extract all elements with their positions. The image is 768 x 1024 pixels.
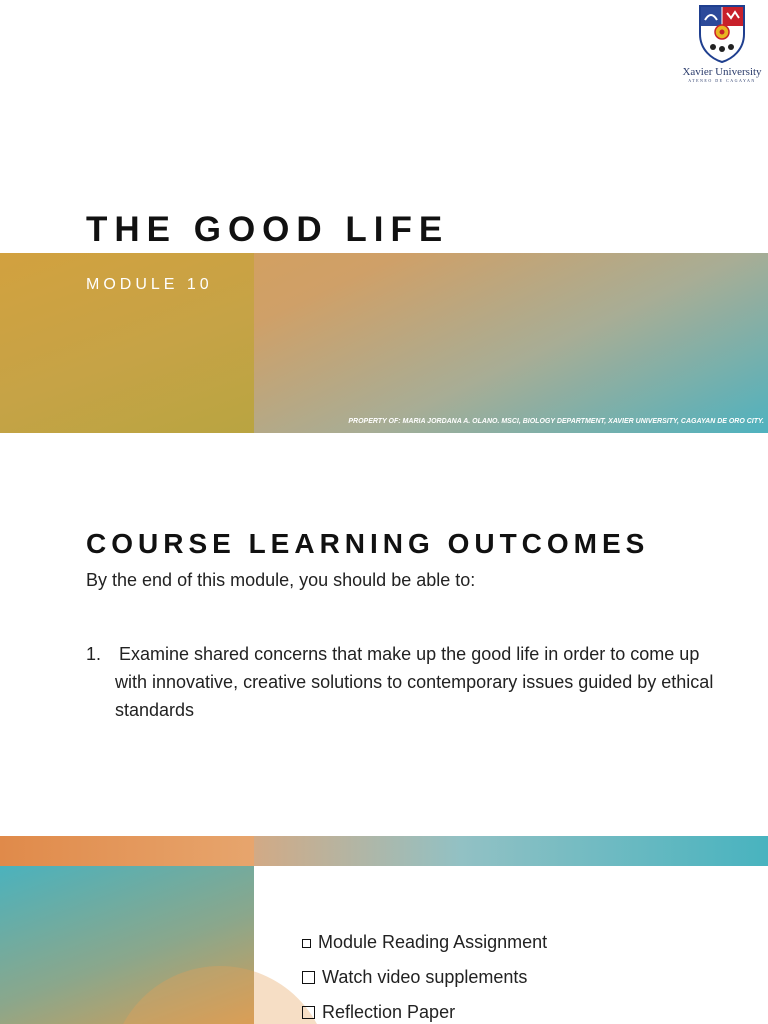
checkbox-icon — [302, 939, 311, 948]
title-slide — [0, 0, 768, 433]
tasks-left-panel — [0, 866, 254, 1024]
decorative-arc — [110, 966, 330, 1024]
outcomes-heading: COURSE LEARNING OUTCOMES — [86, 528, 650, 559]
xavier-university-logo — [680, 4, 764, 83]
logo-subtitle: ATENEO DE CAGAYAN — [688, 78, 756, 83]
checkbox-icon — [302, 1006, 315, 1019]
task-label: Reflection Paper — [322, 1002, 456, 1022]
checkbox-icon — [302, 971, 315, 984]
tasks-top-band-left — [0, 836, 254, 866]
tasks-top-band — [0, 836, 768, 866]
task-label: Watch video supplements — [322, 967, 528, 987]
outcome-item — [86, 640, 736, 724]
outcome-number: 1. — [86, 644, 102, 664]
tasks-slide — [0, 836, 768, 1024]
page-title: THE GOOD LIFE — [86, 210, 450, 249]
shield-icon — [698, 4, 746, 64]
logo-name: Xavier University — [682, 66, 762, 78]
module-subtitle: MODULE 10 — [86, 276, 213, 293]
task-label: Module Reading Assignment — [318, 932, 548, 952]
outcomes-slide — [0, 433, 768, 836]
outcome-text: Examine shared concerns that make up the good life in order to come up with innovative, creative solutions to contemporary issues guided by ethical standards — [115, 644, 714, 720]
title-color-band — [0, 253, 768, 433]
property-note: PROPERTY OF: MARIA JORDANA A. OLANO. MSCI, BIOLOGY DEPARTMENT, XAVIER UNIVERSITY, CAGAYAN DE ORO CITY. — [348, 418, 764, 425]
outcomes-intro: By the end of this module, you should be able to: — [86, 570, 476, 590]
